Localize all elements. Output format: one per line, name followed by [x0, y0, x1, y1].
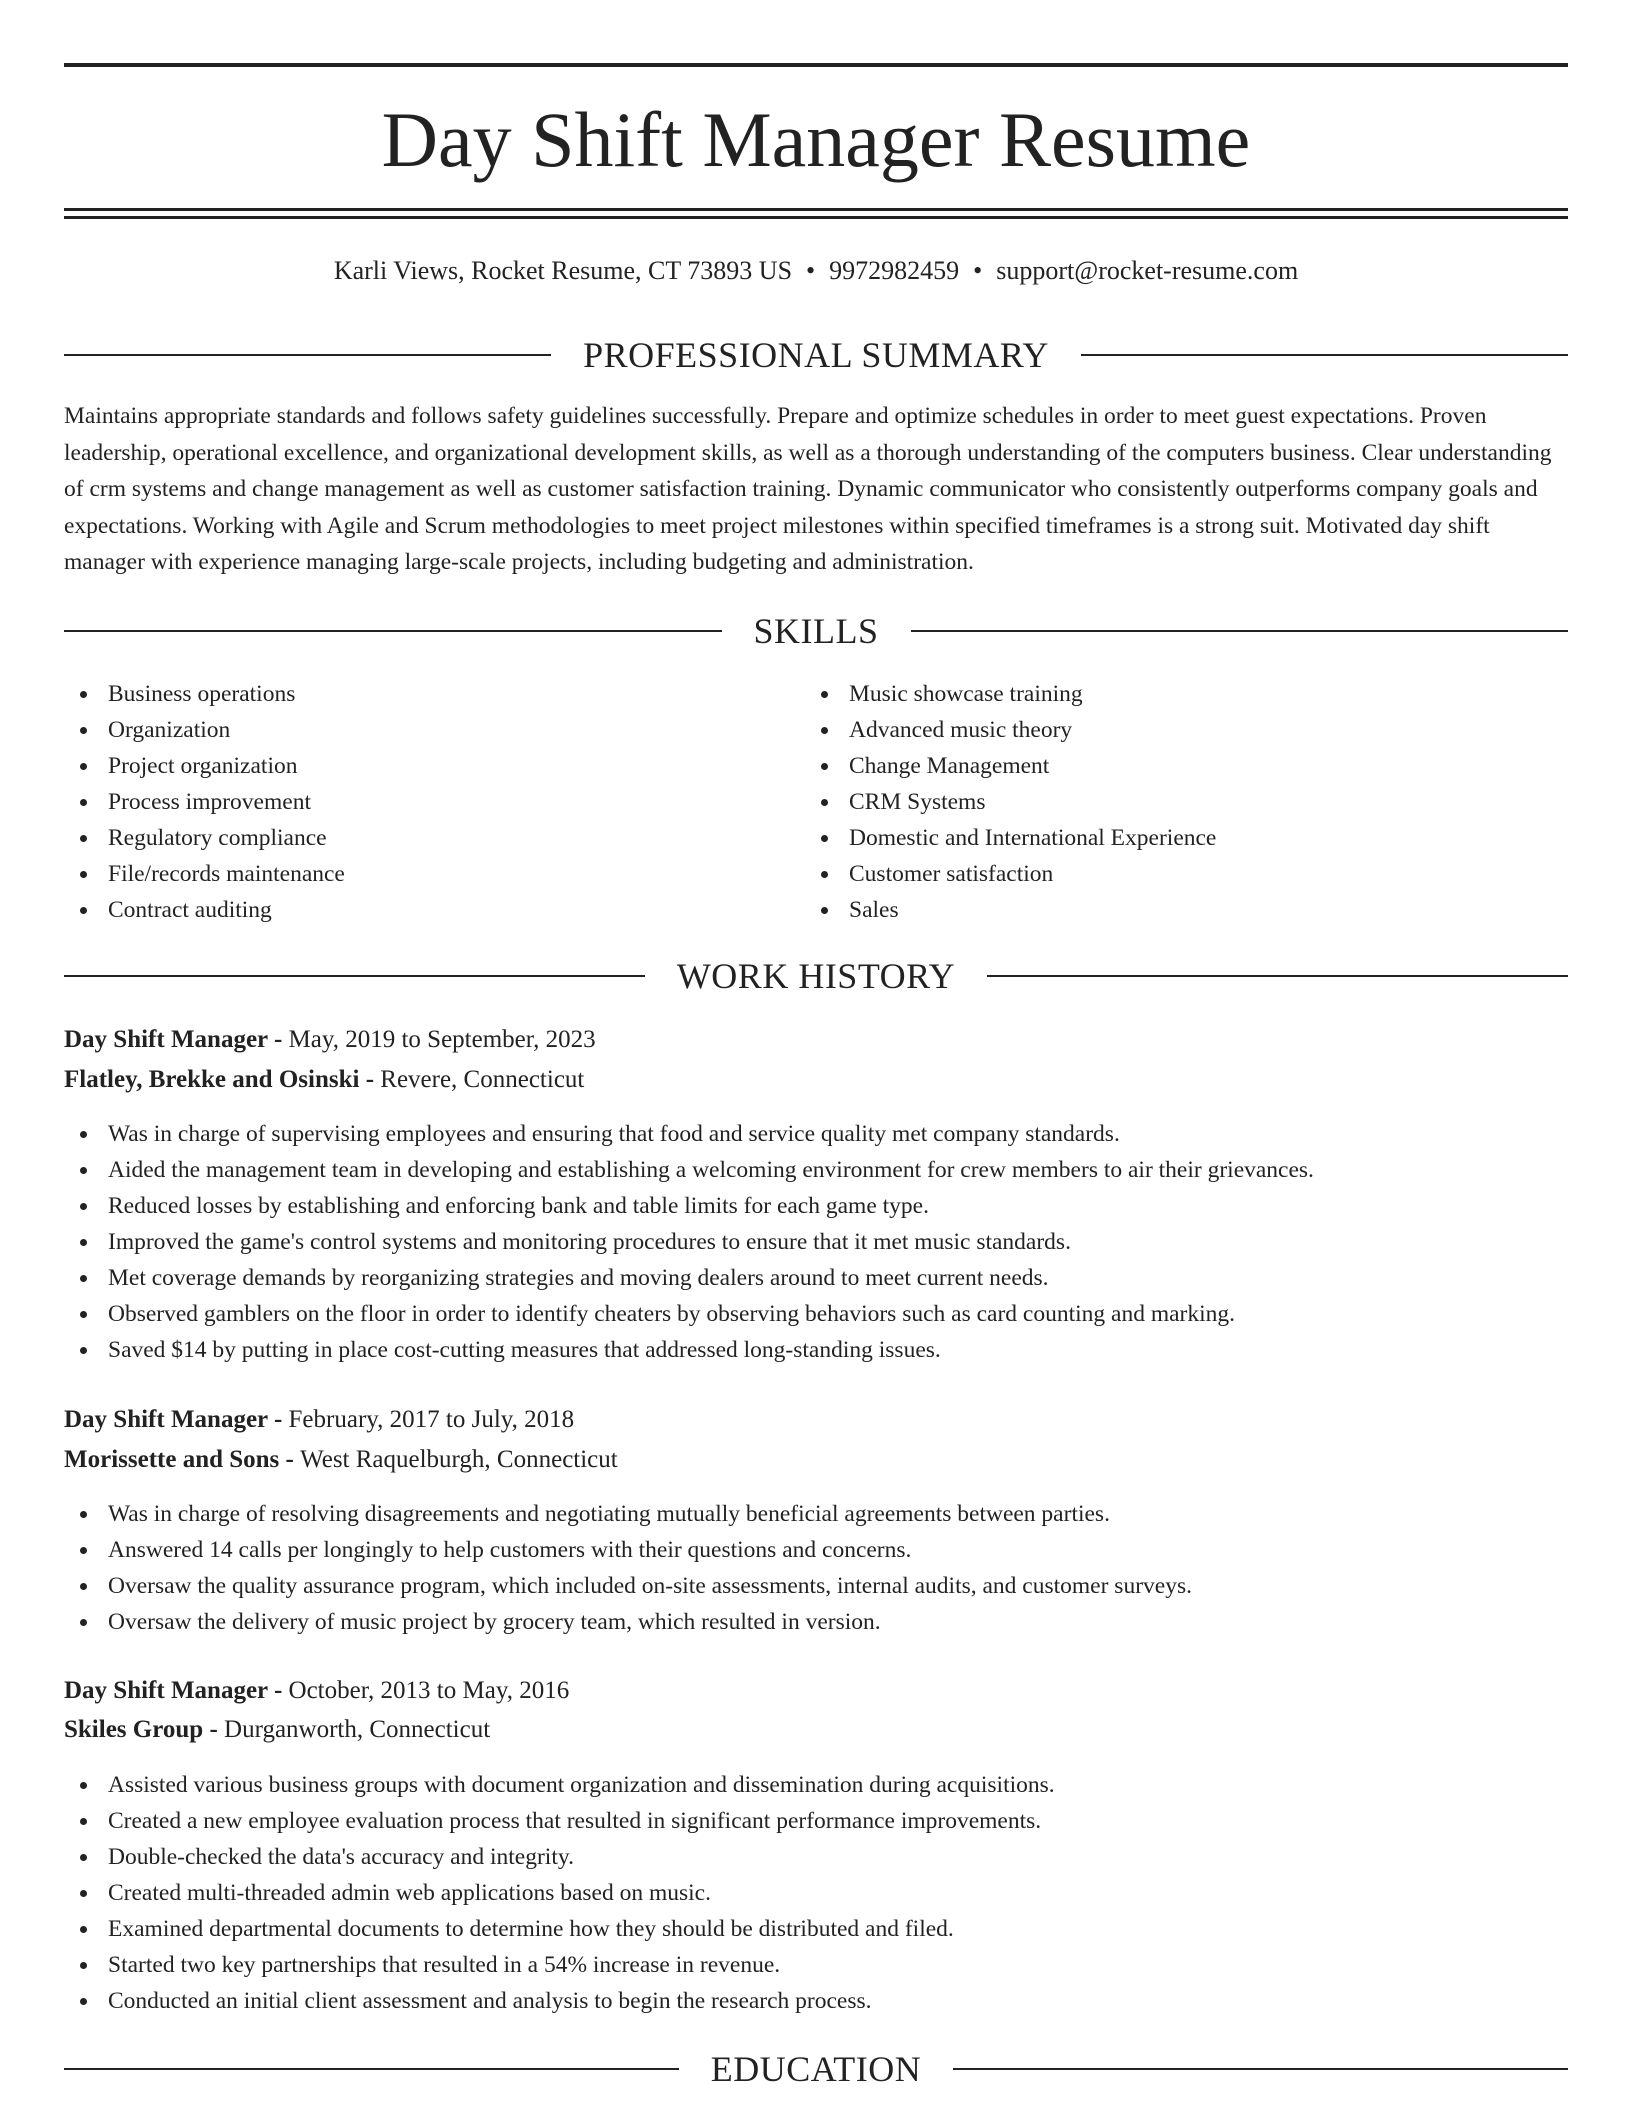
skill-item: Contract auditing — [64, 892, 804, 928]
job-bullet-list — [64, 1116, 1568, 1368]
skill-item: Regulatory compliance — [64, 820, 804, 856]
contact-line — [64, 254, 1568, 288]
job-bullet: Conducted an initial client assessment and analysis to begin the research process. — [64, 1983, 1568, 2019]
job-bullet: Assisted various business groups with document organization and dissemination during acquisitions. — [64, 1767, 1568, 1803]
job-company-line — [64, 1442, 1568, 1478]
job-bullet: Met coverage demands by reorganizing strategies and moving dealers around to meet current needs. — [64, 1260, 1568, 1296]
job-bullet: Improved the game's control systems and monitoring procedures to ensure that it met music standards. — [64, 1224, 1568, 1260]
job-separator: - — [273, 1677, 283, 1704]
job-dates: February, 2017 to July, 2018 — [288, 1406, 575, 1433]
contact-separator: • — [973, 256, 983, 285]
contact-address: Karli Views, Rocket Resume, CT 73893 US — [333, 256, 793, 285]
heading-rule-right — [1081, 354, 1568, 356]
skill-item: File/records maintenance — [64, 856, 804, 892]
skill-item: Music showcase training — [805, 676, 1568, 712]
skill-item: Business operations — [64, 676, 804, 712]
job-separator: - — [365, 1066, 375, 1093]
resume-title: Day Shift Manager Resume — [381, 96, 1251, 183]
heading-rule-right — [987, 975, 1568, 977]
job-bullet: Aided the management team in developing and establishing a welcoming environment for crew members to air their grievances. — [64, 1152, 1568, 1188]
job-bullet-list — [64, 1496, 1568, 1640]
job-title-line — [64, 1673, 1568, 1709]
contact-phone: 9972982459 — [829, 256, 960, 285]
job-company: Flatley, Brekke and Osinski — [64, 1066, 360, 1093]
job-bullet: Examined departmental documents to determine how they should be distributed and filed. — [64, 1911, 1568, 1947]
skills-heading-label: SKILLS — [753, 611, 879, 651]
heading-rule-left — [64, 975, 645, 977]
job-separator: - — [285, 1446, 294, 1473]
job-company-line — [64, 1062, 1568, 1098]
work-heading-label: WORK HISTORY — [676, 956, 956, 996]
skill-item: Project organization — [64, 748, 804, 784]
skill-item: Change Management — [805, 748, 1568, 784]
job-title: Day Shift Manager — [64, 1406, 268, 1433]
job-dates: October, 2013 to May, 2016 — [288, 1677, 570, 1704]
job-company: Morissette and Sons — [64, 1446, 280, 1473]
job-bullet: Observed gamblers on the floor in order to identify cheaters by observing behaviors such as card counting and marking. — [64, 1296, 1568, 1332]
heading-rule-left — [64, 630, 722, 632]
job-bullet: Was in charge of supervising employees and ensuring that food and service quality met company standards. — [64, 1116, 1568, 1152]
work-section-heading — [64, 954, 1568, 998]
job-location: West Raquelburgh, Connecticut — [300, 1446, 618, 1473]
skill-item: Sales — [805, 892, 1568, 928]
job-bullet: Saved $14 by putting in place cost-cutting measures that addressed long-standing issues. — [64, 1332, 1568, 1368]
education-heading-label: EDUCATION — [710, 2049, 922, 2089]
heading-rule-left — [64, 2068, 679, 2070]
job-bullet: Started two key partnerships that resulted in a 54% increase in revenue. — [64, 1947, 1568, 1983]
heading-rule-right — [953, 2068, 1568, 2070]
job-title-line — [64, 1402, 1568, 1438]
job-dates: May, 2019 to September, 2023 — [288, 1026, 596, 1053]
title-double-rule-lower — [64, 216, 1568, 219]
job-title-line — [64, 1022, 1568, 1058]
skill-item: Advanced music theory — [805, 712, 1568, 748]
job-separator: - — [209, 1716, 218, 1743]
heading-rule-right — [911, 630, 1569, 632]
job-separator: - — [273, 1406, 283, 1433]
skill-item: Organization — [64, 712, 804, 748]
job-bullet: Oversaw the quality assurance program, which included on-site assessments, internal audits, and customer surveys. — [64, 1568, 1568, 1604]
summary-paragraph: Maintains appropriate standards and follows safety guidelines successfully. Prepare and optimize schedules in order to meet guest expectations. Proven leadership, operational excellence, and organizational development skills, as well as a thorough understanding of the computers business. Clear understanding of crm systems and change management as well as customer satisfaction training. Dynamic communicator who consistently outperforms company goals and expectations. Working with Agile and Scrum methodologies to meet project milestones within specified timeframes is a strong suit. Motivated day shift manager with experience managing large-scale projects, including budgeting and administration. — [64, 403, 1552, 575]
title-double-rule-upper — [64, 208, 1568, 211]
job-location: Durganworth, Connecticut — [224, 1716, 491, 1743]
education-section-heading — [64, 2047, 1568, 2091]
skill-item: Process improvement — [64, 784, 804, 820]
job-title: Day Shift Manager — [64, 1026, 268, 1053]
job-separator: - — [273, 1026, 283, 1053]
job-title: Day Shift Manager — [64, 1677, 268, 1704]
summary-heading-label: PROFESSIONAL SUMMARY — [583, 335, 1049, 375]
skills-list-left — [64, 676, 804, 928]
contact-email: support@rocket-resume.com — [996, 256, 1299, 285]
job-bullet: Double-checked the data's accuracy and integrity. — [64, 1839, 1568, 1875]
job-bullet: Was in charge of resolving disagreements and negotiating mutually beneficial agreements between parties. — [64, 1496, 1568, 1532]
summary-section-heading — [64, 333, 1568, 377]
job-company-line — [64, 1712, 1568, 1748]
top-rule — [64, 63, 1568, 67]
heading-rule-left — [64, 354, 551, 356]
job-location: Revere, Connecticut — [380, 1066, 585, 1093]
skills-list-right — [805, 676, 1568, 928]
job-bullet: Reduced losses by establishing and enforcing bank and table limits for each game type. — [64, 1188, 1568, 1224]
job-bullet: Created a new employee evaluation process that resulted in significant performance improvements. — [64, 1803, 1568, 1839]
job-bullet: Answered 14 calls per longingly to help customers with their questions and concerns. — [64, 1532, 1568, 1568]
skill-item: Domestic and International Experience — [805, 820, 1568, 856]
job-bullet: Oversaw the delivery of music project by grocery team, which resulted in version. — [64, 1604, 1568, 1640]
skill-item: CRM Systems — [805, 784, 1568, 820]
contact-separator: • — [806, 256, 816, 285]
job-bullet-list — [64, 1767, 1568, 2019]
skills-section-heading — [64, 609, 1568, 653]
job-bullet: Created multi-threaded admin web applications based on music. — [64, 1875, 1568, 1911]
skill-item: Customer satisfaction — [805, 856, 1568, 892]
job-company: Skiles Group — [64, 1716, 204, 1743]
